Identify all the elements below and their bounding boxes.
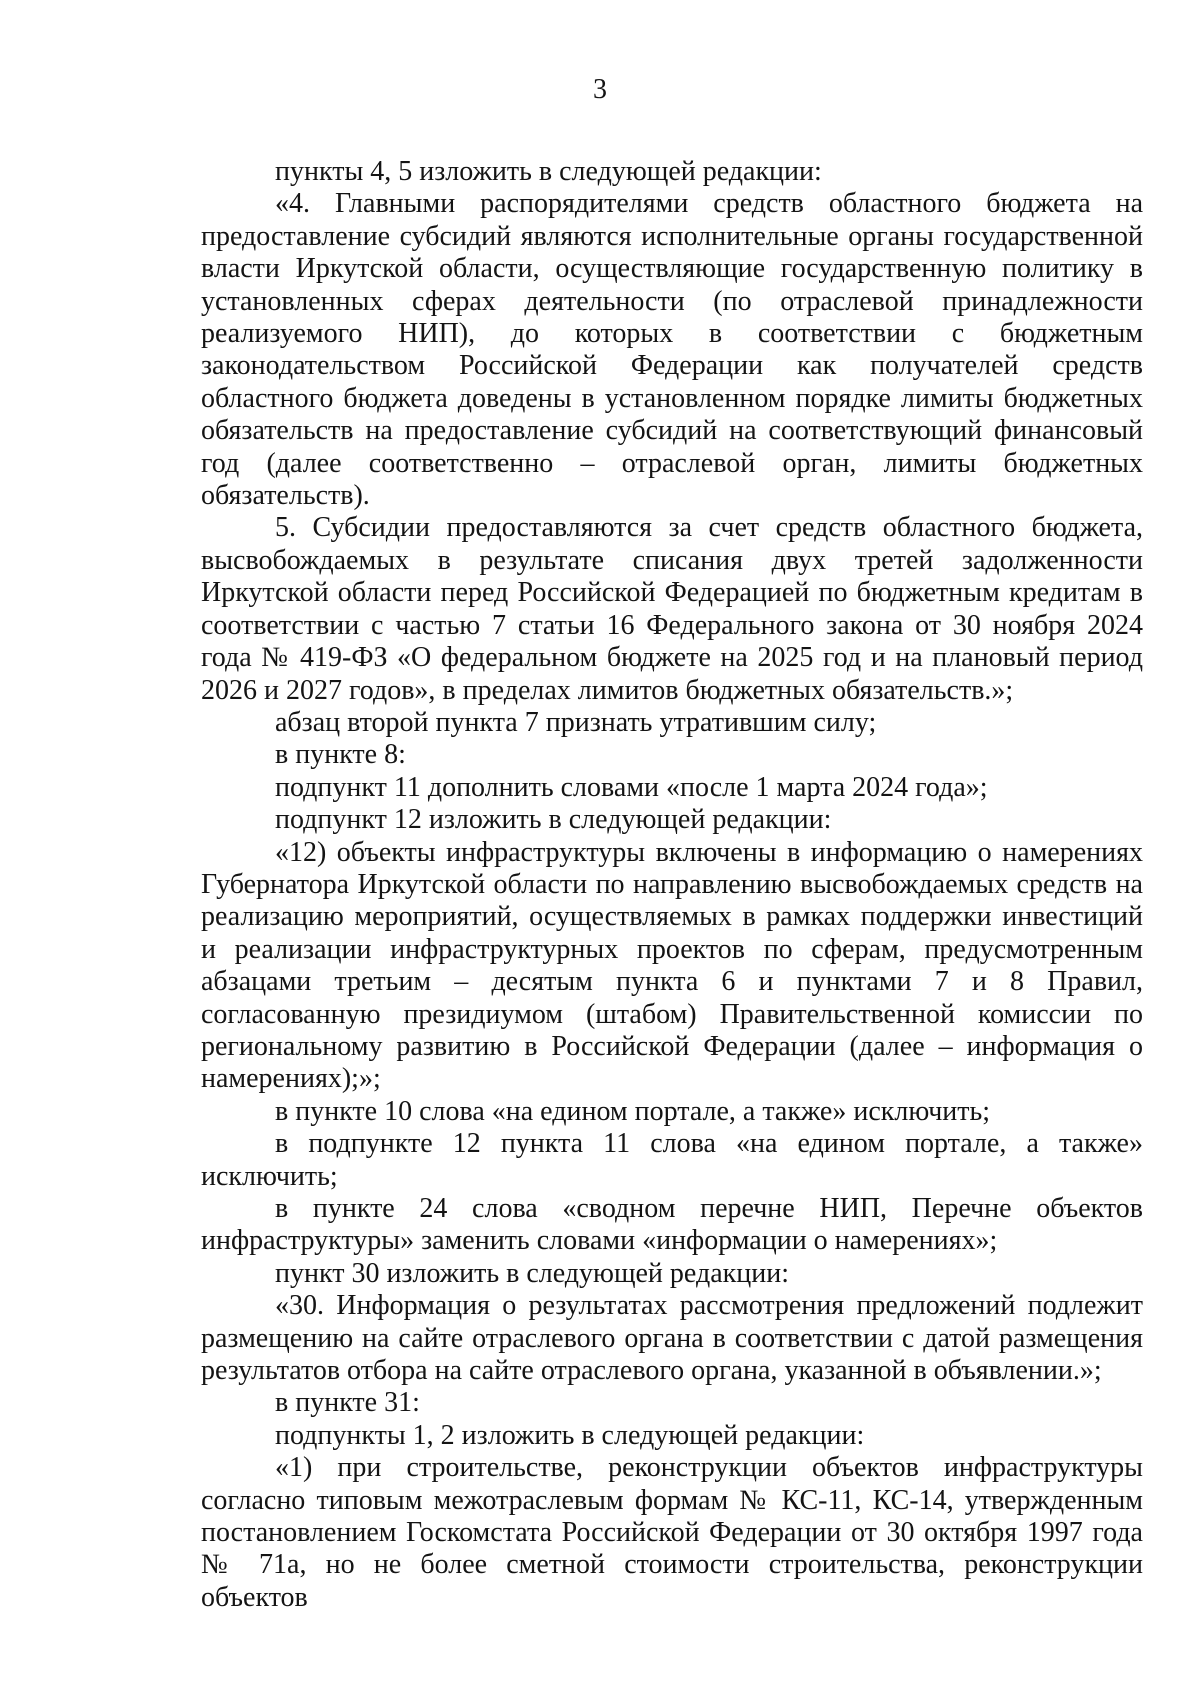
paragraph-subpoint-12-intro: подпункт 12 изложить в следующей редакции: xyxy=(275,804,832,836)
paragraph-subpoint-11: подпункт 11 дополнить словами «после 1 марта 2024 года»; xyxy=(275,771,988,803)
paragraph-intro-points-4-5: пункты 4, 5 изложить в следующей редакции: xyxy=(275,156,822,187)
paragraph-subpoint-1-text: «1) при строительстве, реконструкции объектов инфраструктуры согласно типовым межотраслевым формам № КС-11, КС-14, утвержденным постановлением Госкомстата Российской Федерации от 30 октября 1997 года № 71а, но не более сметной стоимости строительства, реконструкции объектов xyxy=(201,1452,1143,1613)
paragraph-point-4: «4. Главными распорядителями средств областного бюджета на предоставление субсидий являются исполнительные органы государственной власти Иркутской области, осуществляющие государственную политику в установленных сферах деятельности (по отраслевой принадлежности реализуемого НИП), до которых в соответствии с бюджетным законодательством Российской Федерации как получателей средств областного бюджета доведены в установленном порядке лимиты бюджетных обязательств на предоставление субсидий на соответствующий финансовый год (далее соответственно – отраслевой орган, лимиты бюджетных обязательств). xyxy=(201,188,1143,512)
paragraph-point-30-text: «30. Информация о результатах рассмотрения предложений подлежит размещению на сайте отраслевого органа в соответствии с датой размещения результатов отбора на сайте отраслевого органа, указанной в объявлении.»; xyxy=(201,1290,1143,1387)
paragraph-point-24: в пункте 24 слова «сводном перечне НИП, Перечне объектов инфраструктуры» заменить словами «информации о намерениях»; xyxy=(201,1193,1143,1257)
paragraph-point-30-intro: пункт 30 изложить в следующей редакции: xyxy=(275,1257,789,1289)
paragraph-point-8-intro: в пункте 8: xyxy=(275,739,406,771)
paragraph-point-5: 5. Субсидии предоставляются за счет средств областного бюджета, высвобождаемых в результате списания двух третей задолженности Иркутской области перед Российской Федерацией по бюджетным кредитам в соответствии с частью 7 статьи 16 Федерального закона от 30 ноября 2024 года № 419-ФЗ «О федеральном бюджете на 2025 год и на плановый период 2026 и 2027 годов», в пределах лимитов бюджетных обязательств.»; xyxy=(201,512,1143,706)
paragraph-point-10: в пункте 10 слова «на едином портале, а также» исключить; xyxy=(275,1095,991,1127)
paragraph-subpoints-1-2-intro: подпункты 1, 2 изложить в следующей редакции: xyxy=(275,1419,865,1451)
page-number: 3 xyxy=(593,74,607,105)
document-body xyxy=(201,156,1143,1614)
paragraph-point-7-amendment: абзац второй пункта 7 признать утратившим силу; xyxy=(275,706,877,738)
paragraph-point-11: в подпункте 12 пункта 11 слова «на едином портале, а также» исключить; xyxy=(201,1128,1143,1192)
paragraph-subpoint-12-text: «12) объекты инфраструктуры включены в информацию о намерениях Губернатора Иркутской области по направлению высвобождаемых средств на реализацию мероприятий, осуществляемых в рамках поддержки инвестиций и реализации инфраструктурных проектов по сферам, предусмотренным абзацами третьим – десятым пункта 6 и пунктами 7 и 8 Правил, согласованную президиумом (штабом) Правительственной комиссии по региональному развитию в Российской Федерации (далее – информация о намерениях);»; xyxy=(201,836,1143,1095)
paragraph-point-31-intro: в пункте 31: xyxy=(275,1387,420,1419)
